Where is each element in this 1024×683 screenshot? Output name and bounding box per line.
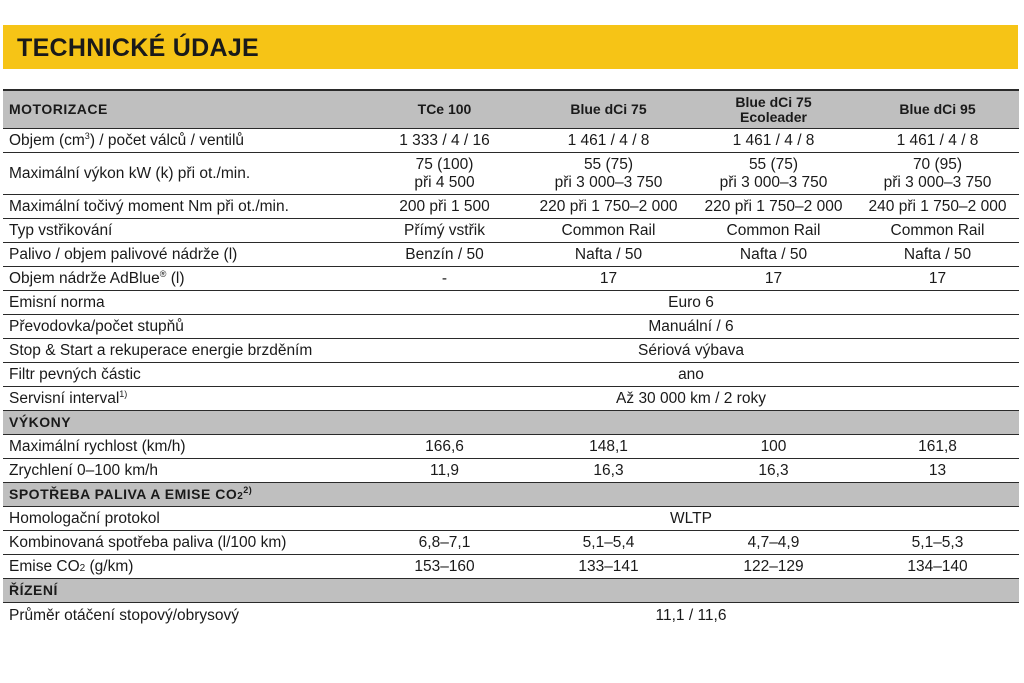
section-header-spotreba xyxy=(3,483,1019,507)
cell-value: 133–141 xyxy=(526,555,691,579)
cell-value: 17 xyxy=(856,267,1019,291)
cell-value: 1 333 / 4 / 16 xyxy=(363,129,526,153)
section-title xyxy=(3,483,1019,507)
cell-value: 17 xyxy=(691,267,856,291)
table-row xyxy=(3,129,1019,153)
table-row xyxy=(3,243,1019,267)
cell-value: 220 při 1 750–2 000 xyxy=(526,195,691,219)
row-label-part: Emise CO xyxy=(9,558,80,575)
table-row xyxy=(3,315,1019,339)
section-title-part: SPOTŘEBA PALIVA A EMISE CO xyxy=(9,486,238,502)
row-label: Zrychlení 0–100 km/h xyxy=(3,459,363,483)
row-label: Filtr pevných částic xyxy=(3,363,363,387)
table-row xyxy=(3,153,1019,195)
cell-value: 16,3 xyxy=(526,459,691,483)
cell-value: 122–129 xyxy=(691,555,856,579)
row-label-sup: ® xyxy=(159,269,167,279)
cell-value: 5,1–5,4 xyxy=(526,531,691,555)
header-tce100: TCe 100 xyxy=(363,90,526,129)
header-bluedci95: Blue dCi 95 xyxy=(856,90,1019,129)
header-row xyxy=(3,90,1019,129)
cell-value: 240 při 1 750–2 000 xyxy=(856,195,1019,219)
section-header-rizeni xyxy=(3,579,1019,603)
cell-value: 5,1–5,3 xyxy=(856,531,1019,555)
row-label-part: (g/km) xyxy=(85,558,134,575)
cell-value: 153–160 xyxy=(363,555,526,579)
cell-value: 1 461 / 4 / 8 xyxy=(691,129,856,153)
header-col3-line2: Ecoleader xyxy=(740,108,807,125)
table-row xyxy=(3,435,1019,459)
header-col3-line1: Blue dCi 75 xyxy=(735,93,812,110)
row-label xyxy=(3,387,363,411)
table-row xyxy=(3,339,1019,363)
row-label-part: Objem nádrže AdBlue xyxy=(9,270,160,287)
cell-value: Nafta / 50 xyxy=(856,243,1019,267)
cell-value: 148,1 xyxy=(526,435,691,459)
cell-value: Nafta / 50 xyxy=(526,243,691,267)
row-label: Kombinovaná spotřeba paliva (l/100 km) xyxy=(3,531,363,555)
cell-value: 16,3 xyxy=(691,459,856,483)
cell-value xyxy=(691,153,856,195)
row-label: Maximální výkon kW (k) při ot./min. xyxy=(3,153,363,195)
cell-value-merged: Euro 6 xyxy=(363,291,1019,315)
table-row xyxy=(3,291,1019,315)
row-label: Maximální rychlost (km/h) xyxy=(3,435,363,459)
page-title: TECHNICKÉ ÚDAJE xyxy=(17,34,260,62)
table-row xyxy=(3,507,1019,531)
cell-value: 13 xyxy=(856,459,1019,483)
row-label: Maximální točivý moment Nm při ot./min. xyxy=(3,195,363,219)
row-label: Průměr otáčení stopový/obrysový xyxy=(9,606,240,624)
table-row xyxy=(3,459,1019,483)
cell-value: 100 xyxy=(691,435,856,459)
cell-value: - xyxy=(363,267,526,291)
row-label xyxy=(3,555,363,579)
table-row xyxy=(3,603,1019,628)
cell-value: Přímý vstřik xyxy=(363,219,526,243)
spec-table xyxy=(3,89,1019,627)
cell-line: při 3 000–3 750 xyxy=(554,173,663,191)
row-label: Převodovka/počet stupňů xyxy=(3,315,363,339)
row-label: Typ vstřikování xyxy=(3,219,363,243)
table-row xyxy=(3,387,1019,411)
cell-value-merged: ano xyxy=(363,363,1019,387)
row-label-sup: 1) xyxy=(119,389,128,399)
cell-value: 220 při 1 750–2 000 xyxy=(691,195,856,219)
table-row xyxy=(3,219,1019,243)
cell-line: 70 (95) xyxy=(912,155,963,173)
cell-value: 6,8–7,1 xyxy=(363,531,526,555)
title-banner xyxy=(3,25,1018,69)
cell-value-merged: Manuální / 6 xyxy=(363,315,1019,339)
header-bluedci75-ecoleader xyxy=(691,90,856,129)
header-bluedci75: Blue dCi 75 xyxy=(526,90,691,129)
cell-value: 134–140 xyxy=(856,555,1019,579)
cell-value xyxy=(363,153,526,195)
row-label xyxy=(3,129,363,153)
table-row xyxy=(3,363,1019,387)
table-row xyxy=(3,531,1019,555)
cell-value: Common Rail xyxy=(526,219,691,243)
section-title: ŘÍZENÍ xyxy=(3,579,1019,603)
cell-value: Common Rail xyxy=(691,219,856,243)
cell-line: 55 (75) xyxy=(583,155,634,173)
cell-value: 166,6 xyxy=(363,435,526,459)
cell-value: 4,7–4,9 xyxy=(691,531,856,555)
cell-value-merged: 11,1 / 11,6 xyxy=(655,606,727,624)
row-label-part: Servisní interval xyxy=(9,390,120,407)
row-label: Palivo / objem palivové nádrže (l) xyxy=(3,243,363,267)
cell-line: 75 (100) xyxy=(415,155,474,173)
row-label-part: Objem (cm xyxy=(9,132,85,149)
table-row xyxy=(3,195,1019,219)
table-row xyxy=(3,267,1019,291)
cell-line: při 3 000–3 750 xyxy=(883,173,992,191)
cell-value: 1 461 / 4 / 8 xyxy=(526,129,691,153)
row-label: Homologační protokol xyxy=(3,507,363,531)
section-title: VÝKONY xyxy=(3,411,1019,435)
cell-value: 200 při 1 500 xyxy=(363,195,526,219)
row-label-part: (l) xyxy=(166,270,185,287)
cell-value-merged: Až 30 000 km / 2 roky xyxy=(363,387,1019,411)
section-header-vykony xyxy=(3,411,1019,435)
section-title-sup: 2) xyxy=(243,485,253,495)
cell-line: při 3 000–3 750 xyxy=(719,173,828,191)
cell-value: 11,9 xyxy=(363,459,526,483)
row-label-sup: 3 xyxy=(84,131,90,141)
cell-line: 55 (75) xyxy=(748,155,799,173)
cell-value-merged: WLTP xyxy=(363,507,1019,531)
cell-line: při 4 500 xyxy=(414,173,475,191)
table-row xyxy=(3,555,1019,579)
cell-value: 17 xyxy=(526,267,691,291)
cell-value-merged: Sériová výbava xyxy=(363,339,1019,363)
row-label: Stop & Start a rekuperace energie brzděním xyxy=(3,339,363,363)
cell-value: Nafta / 50 xyxy=(691,243,856,267)
cell-value: 1 461 / 4 / 8 xyxy=(856,129,1019,153)
cell-value: Benzín / 50 xyxy=(363,243,526,267)
cell-value: 161,8 xyxy=(856,435,1019,459)
header-label: MOTORIZACE xyxy=(3,90,363,129)
cell-value: Common Rail xyxy=(856,219,1019,243)
row-label-part: ) / počet válců / ventilů xyxy=(89,132,245,149)
row-label-sub: 2 xyxy=(79,563,86,574)
section-title-sub: 2 xyxy=(237,491,244,502)
cell-value xyxy=(526,153,691,195)
cell-value xyxy=(856,153,1019,195)
row-label: Emisní norma xyxy=(3,291,363,315)
row-label xyxy=(3,267,363,291)
